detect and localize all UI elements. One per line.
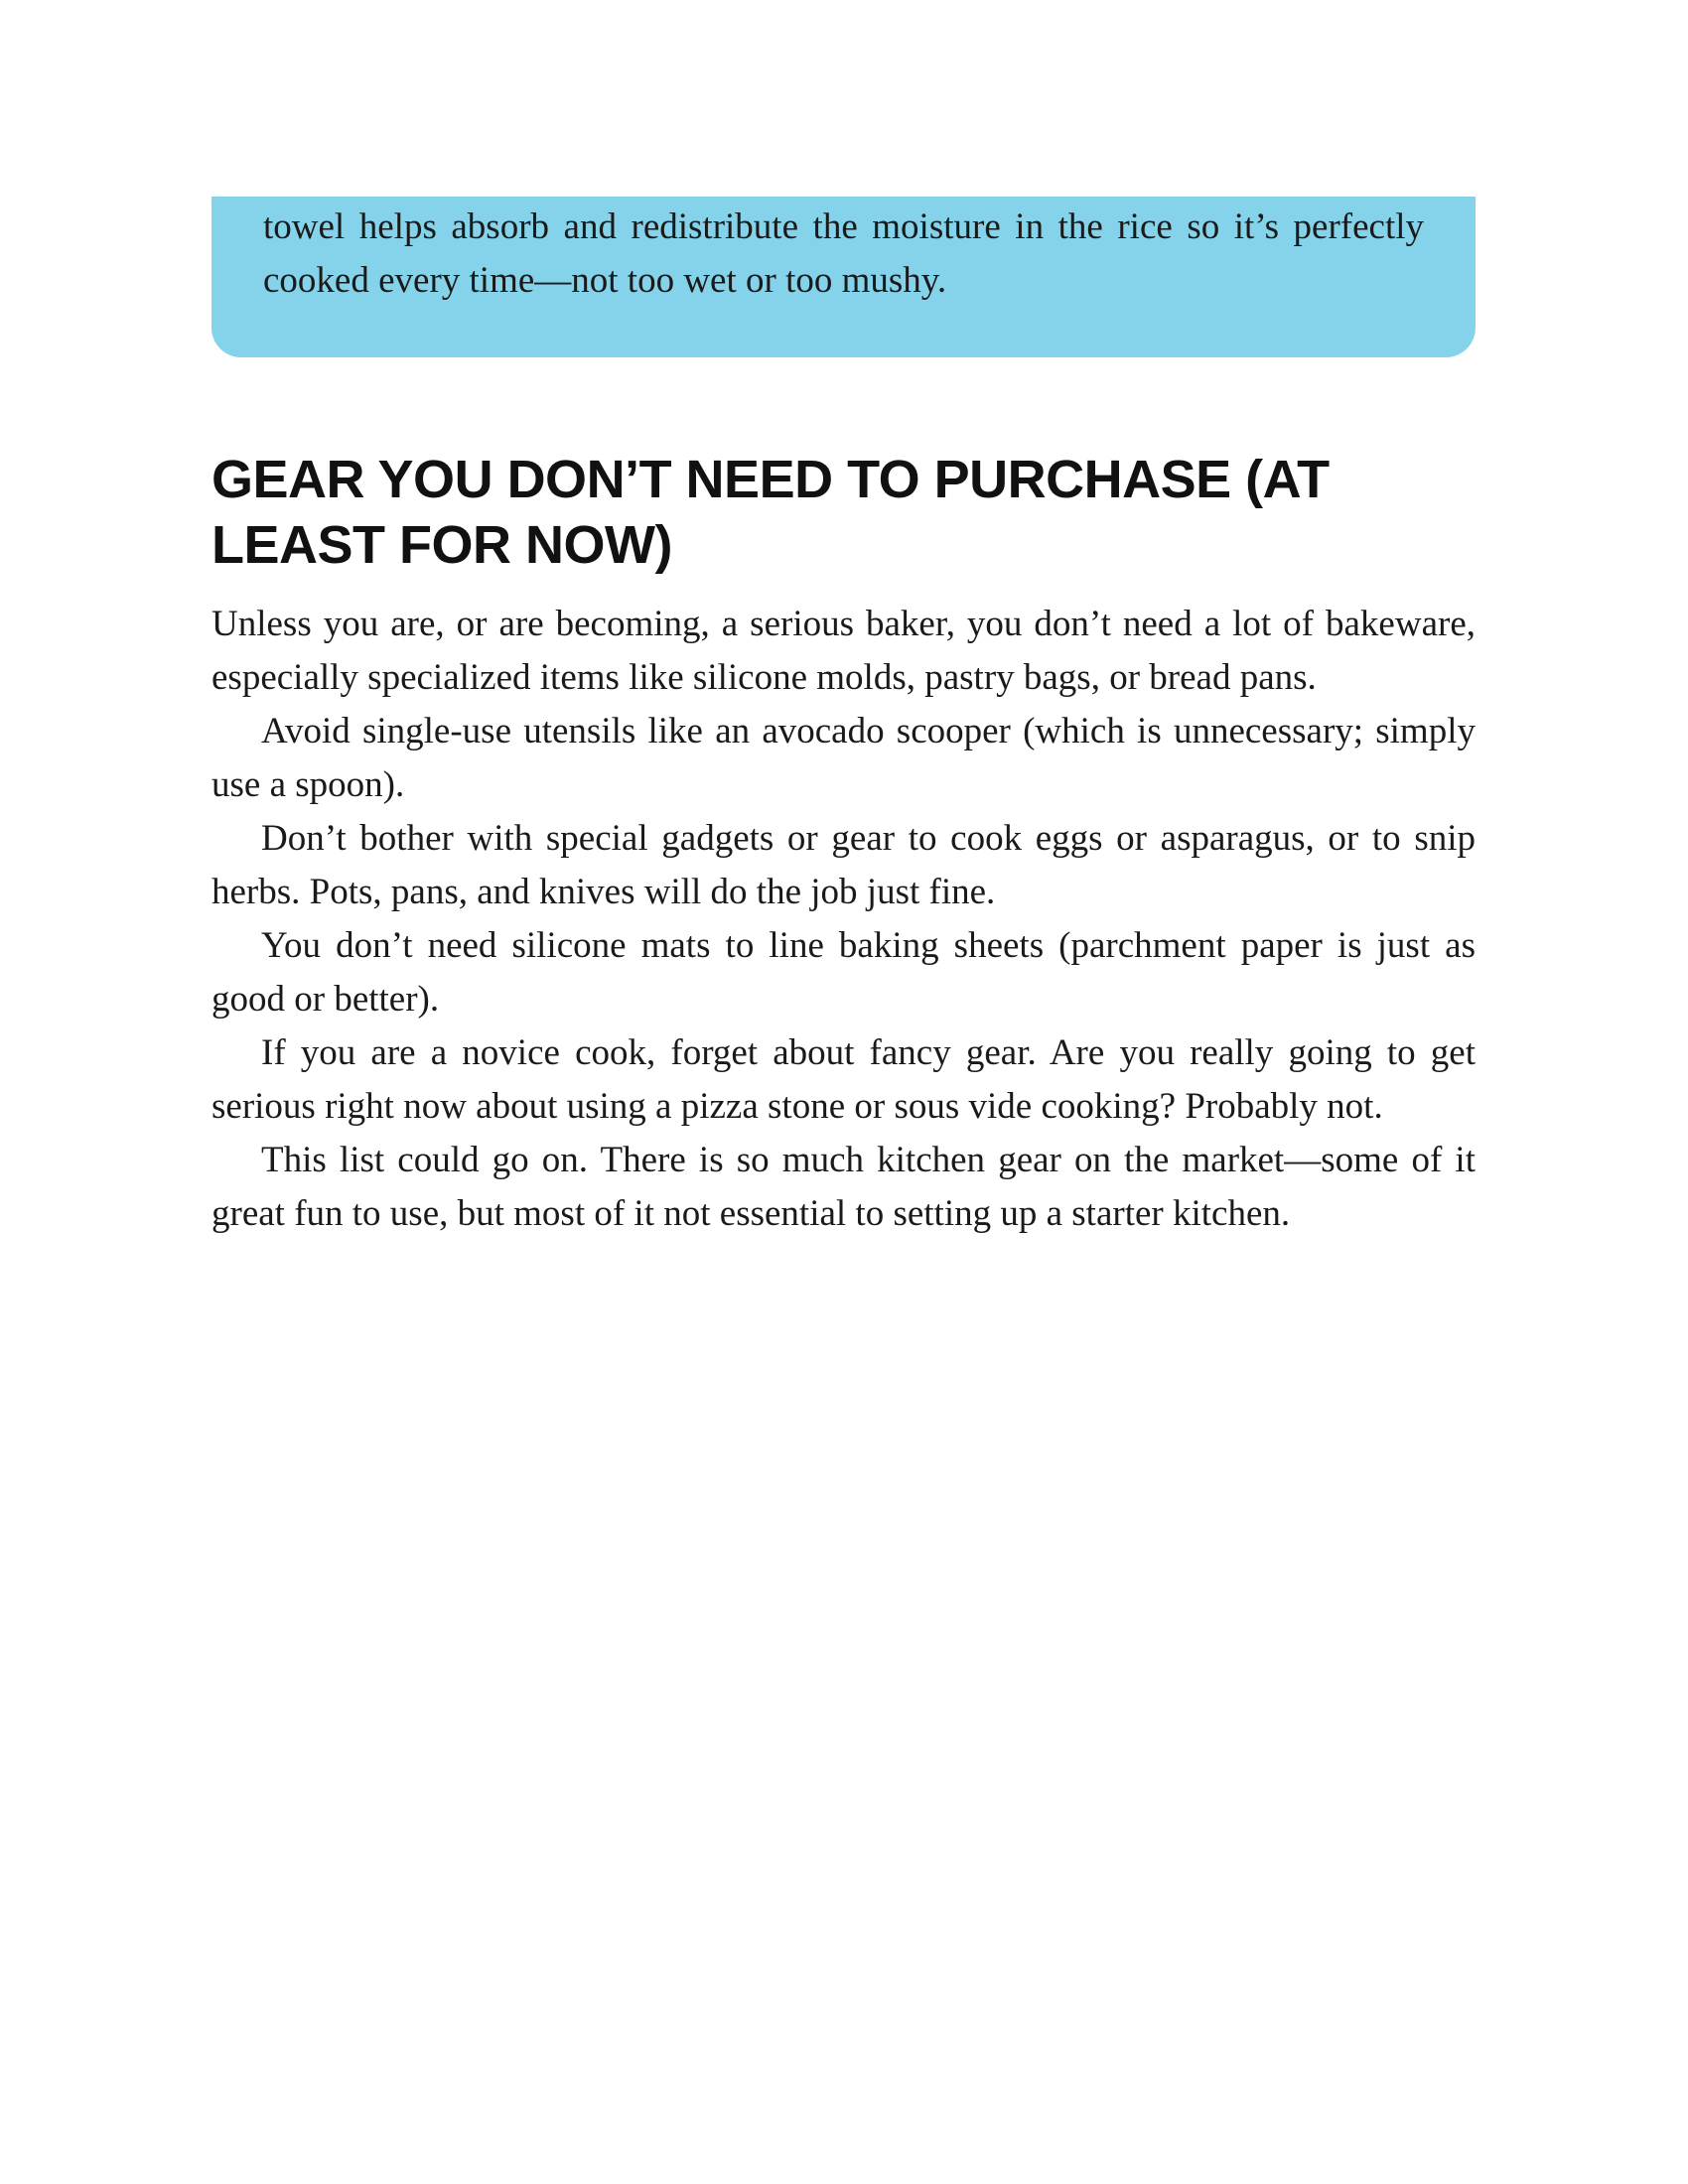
paragraph-list-goes-on: This list could go on. There is so much kitchen gear on the market—some of it great fun to use, but most of it not essential to setting up a starter kitchen. (211, 1140, 1476, 1234)
paragraph-bakeware: Unless you are, or are becoming, a serious baker, you don’t need a lot of bakeware, especially specialized items like silicone molds, pastry bags, or bread pans. (211, 604, 1476, 698)
callout-box (211, 197, 1476, 357)
body-text (211, 598, 1476, 1241)
callout-text: towel helps absorb and redistribute the moisture in the rice so it’s perfectly cooked every time—not too wet or too mushy. (263, 206, 1424, 301)
section-heading: GEAR YOU DON’T NEED TO PURCHASE (AT LEAST FOR NOW) (211, 450, 1330, 575)
paragraph-fancy-gear: If you are a novice cook, forget about fancy gear. Are you really going to get serious right now about using a pizza stone or sous vide cooking? Probably not. (211, 1032, 1476, 1127)
paragraph-single-use-utensils: Avoid single-use utensils like an avocado scooper (which is unnecessary; simply use a spoon). (211, 711, 1476, 805)
paragraph-special-gadgets: Don’t bother with special gadgets or gear to cook eggs or asparagus, or to snip herbs. Pots, pans, and knives will do the job just fine. (211, 818, 1476, 912)
paragraph-silicone-mats: You don’t need silicone mats to line baking sheets (parchment paper is just as good or better). (211, 925, 1476, 1020)
